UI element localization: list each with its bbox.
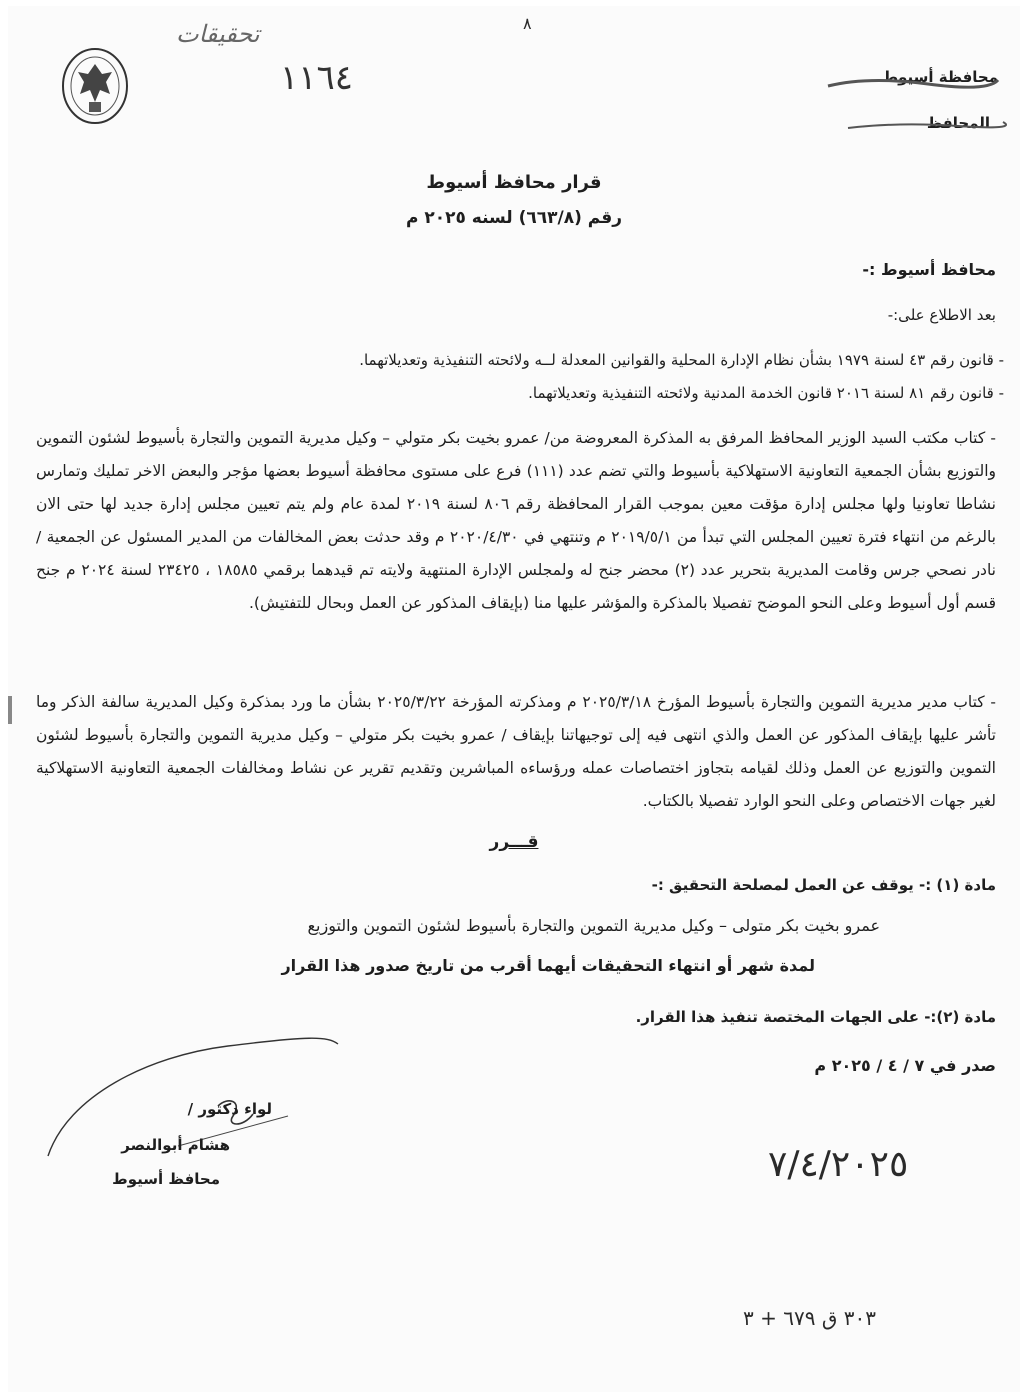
governorate-seal [60, 46, 130, 126]
signature-title: محافظ أسيوط [112, 1170, 220, 1188]
handwritten-tag: تحقيقات [176, 20, 260, 48]
header-governorate: محافظة أسيوط [882, 68, 998, 86]
footer-note: ٣٠٣ ق ٦٧٩ + ٣ [743, 1306, 876, 1330]
header-smudge [808, 56, 1008, 146]
intro-text: بعد الاطلاع على:- [887, 306, 996, 324]
handwritten-number: ١١٦٤ [280, 58, 354, 98]
article-1-person: عمرو بخيت بكر متولى – وكيل مديرية التموين والتجارة بأسيوط لشئون التموين والتوزيع [307, 916, 880, 935]
decides-heading: قـــرر [489, 832, 539, 852]
margin-mark [8, 696, 12, 724]
signature-name: هشام أبوالنصر [121, 1136, 230, 1154]
document-page [8, 6, 1020, 1392]
header-governor: المحافظ [926, 114, 990, 132]
decree-title: قرار محافظ أسيوط [426, 172, 602, 193]
decree-number: رقم (٦٦٣/٨) لسنه ٢٠٢٥ م [405, 208, 623, 228]
law-2: - قانون رقم ٨١ لسنة ٢٠١٦ قانون الخدمة المدنية ولائحته التنفيذية وتعديلاتهما. [528, 384, 1004, 402]
signature-rank: لواء دكتور / [187, 1100, 272, 1118]
paragraph-2 [36, 686, 996, 818]
top-mark: ٨ [523, 14, 532, 33]
addressee: محافظ أسيوط :- [862, 260, 996, 279]
issued-date: صدر في ٧ / ٤ / ٢٠٢٥ م [814, 1056, 996, 1075]
paragraph-1-text: - كتاب مكتب السيد الوزير المحافظ المرفق به المذكرة المعروضة من/ عمرو بخيت بكر متولي – وكيل مديرية التموين والتجارة بأسيوط لشئون التموين والتوزيع بشأن الجمعية التعاونية الاستهلاكية بأسيوط والتي تضم عدد (١١١) فرع على مستوى محافظة أسيوط بعضها مؤجر والبعض الاخر تمليك وتمارس نشاطا تعاونيا ولها مجلس إدارة مؤقت معين بموجب القرار المحافظة رقم ٨٠٦ لسنة ٢٠١٩ لمدة عام ولم يتم تعيين مجلس إدارة جديد لها حتى الان بالرغم من انتهاء فترة تعيين المجلس التي تبدأ من ٢٠١٩/٥/١ م وتنتهي في ٢٠٢٠/٤/٣٠ م وقد حدثت بعض المخالفات من المدير المسئول عن الجمعية / نادر نصحي جرس وقامت المديرية بتحرير عدد (٢) محضر جنح له ولمجلس الإدارة المنتهية ولايته تم قيدهما برقمي ١٨٥٨٥ ، ٢٣٤٢٥ لسنة ٢٠٢٤ م جنح قسم أول أسيوط وعلى النحو الموضح تفصيلا بالمذكرة والمؤشر عليها منا (بإيقاف المذكور عن العمل وبحال للتفتيش). [36, 429, 997, 612]
article-1-label: مادة (١) :- يوقف عن العمل لمصلحة التحقيق :- [651, 876, 996, 894]
article-1-duration: لمدة شهر أو انتهاء التحقيقات أيهما أقرب من تاريخ صدور هذا القرار [281, 956, 815, 975]
paragraph-1 [36, 422, 996, 620]
article-2: مادة (٢):- على الجهات المختصة تنفيذ هذا القرار. [635, 1008, 996, 1026]
paragraph-2-text: - كتاب مدير مديرية التموين والتجارة بأسيوط المؤرخ ٢٠٢٥/٣/١٨ م ومذكرته المؤرخة ٢٠٢٥/٣/٢٢ بشأن ما ورد بمذكرة وكيل المديرية سالفة الذكر وما تأشر عليها بإيقاف المذكور عن العمل والذي انتهى فيه إلى توجيهاتنا بإيقاف / عمرو بخيت بكر متولي – وكيل مديرية التموين والتجارة بأسيوط لشئون التموين والتوزيع عن العمل وذلك لقيامه بتجاوز اختصاصات عمله ورؤساءه المباشرين وتقديم تقرير عن نشاط ومخالفات الجمعية التعاونية الاستهلاكية لغير جهات الاختصاص وعلى النحو الوارد تفصيلا بالكتاب. [36, 693, 996, 810]
law-1: - قانون رقم ٤٣ لسنة ١٩٧٩ بشأن نظام الإدارة المحلية والقوانين المعدلة لــه ولائحته التنفيذية وتعديلاتهما. [359, 351, 1004, 369]
handwritten-date: ٧/٤/٢٠٢٥ [768, 1144, 909, 1185]
